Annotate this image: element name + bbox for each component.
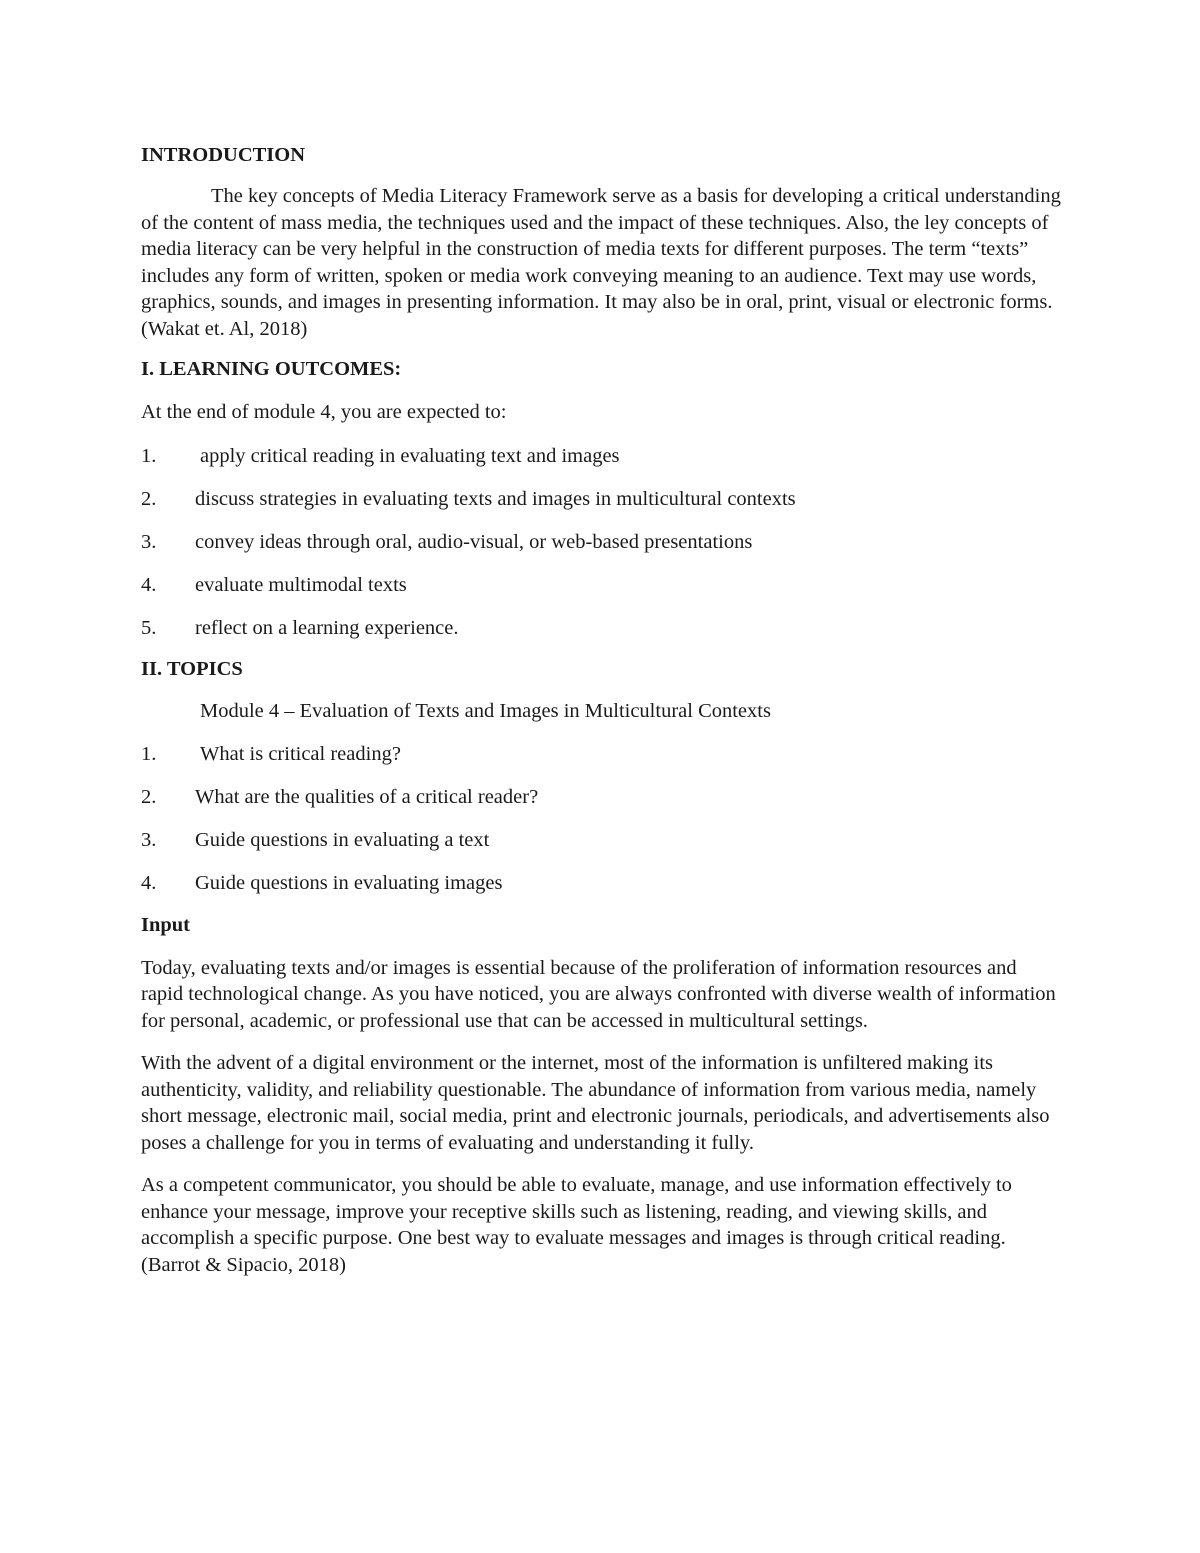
list-text: What are the qualities of a critical reader? <box>195 785 539 808</box>
list-text: apply critical reading in evaluating text and images <box>200 444 620 467</box>
list-text: evaluate multimodal texts <box>195 573 407 596</box>
topics-list <box>141 741 1061 896</box>
topics-heading: II. TOPICS <box>141 657 243 680</box>
list-item <box>141 615 1061 641</box>
list-text: convey ideas through oral, audio-visual, or web-based presentations <box>195 530 753 553</box>
intro-heading: INTRODUCTION <box>141 144 306 166</box>
intro-paragraph: The key concepts of Media Literacy Framework serve as a basis for developing a critical understanding of the content of mass media, the techniques used and the impact of these techniques. Also, the ley concepts of media literacy can be very helpful in the construction of media texts for different purposes. The term “texts” includes any form of written, spoken or media work conveying meaning to an audience. Text may use words, graphics, sounds, and images in presenting information. It may also be in oral, print, visual or electronic forms. (Wakat et. Al, 2018) <box>141 185 1061 340</box>
list-text: What is critical reading? <box>200 742 401 765</box>
outcomes-lead: At the end of module 4, you are expected to: <box>141 401 507 423</box>
list-item <box>141 486 1061 512</box>
input-paragraph: With the advent of a digital environment or the internet, most of the information is unfiltered making its authenticity, validity, and reliability questionable. The abundance of information from various media, namely short message, electronic mail, social media, print and electronic journals, periodicals, and advertisements also poses a challenge for you in terms of evaluating and understanding it fully. <box>141 1052 1050 1154</box>
input-heading: Input <box>141 913 191 936</box>
list-number: 3. <box>141 530 157 553</box>
list-number: 2. <box>141 487 157 510</box>
list-text: Guide questions in evaluating images <box>195 871 503 894</box>
list-number: 3. <box>141 828 157 851</box>
list-item <box>141 529 1061 555</box>
list-number: 4. <box>141 871 157 894</box>
list-item <box>141 784 1061 810</box>
input-paragraph: As a competent communicator, you should be able to evaluate, manage, and use information effectively to enhance your message, improve your receptive skills such as listening, reading, and viewing skills, and accomplish a specific purpose. One best way to evaluate messages and images is through critical reading. (Barrot & Sipacio, 2018) <box>141 1174 1012 1276</box>
document-page <box>141 142 1061 1278</box>
list-number: 2. <box>141 785 157 808</box>
list-text: reflect on a learning experience. <box>195 616 459 639</box>
list-text: Guide questions in evaluating a text <box>195 828 490 851</box>
list-number: 4. <box>141 573 157 596</box>
list-number: 1. <box>141 444 157 467</box>
input-paragraph: Today, evaluating texts and/or images is essential because of the proliferation of information resources and rapid technological change. As you have noticed, you are always confronted with diverse wealth of information for personal, academic, or professional use that can be accessed in multicultural settings. <box>141 956 1056 1032</box>
list-item <box>141 870 1061 896</box>
list-item <box>141 741 1061 767</box>
list-number: 5. <box>141 616 157 639</box>
list-text: discuss strategies in evaluating texts and images in multicultural contexts <box>195 487 796 510</box>
module-title: Module 4 – Evaluation of Texts and Images in Multicultural Contexts <box>200 699 771 722</box>
list-item <box>141 572 1061 598</box>
list-item <box>141 827 1061 853</box>
list-number: 1. <box>141 742 157 765</box>
outcomes-heading: I. LEARNING OUTCOMES: <box>141 358 402 380</box>
list-item <box>141 443 1061 469</box>
outcomes-list <box>141 443 1061 641</box>
